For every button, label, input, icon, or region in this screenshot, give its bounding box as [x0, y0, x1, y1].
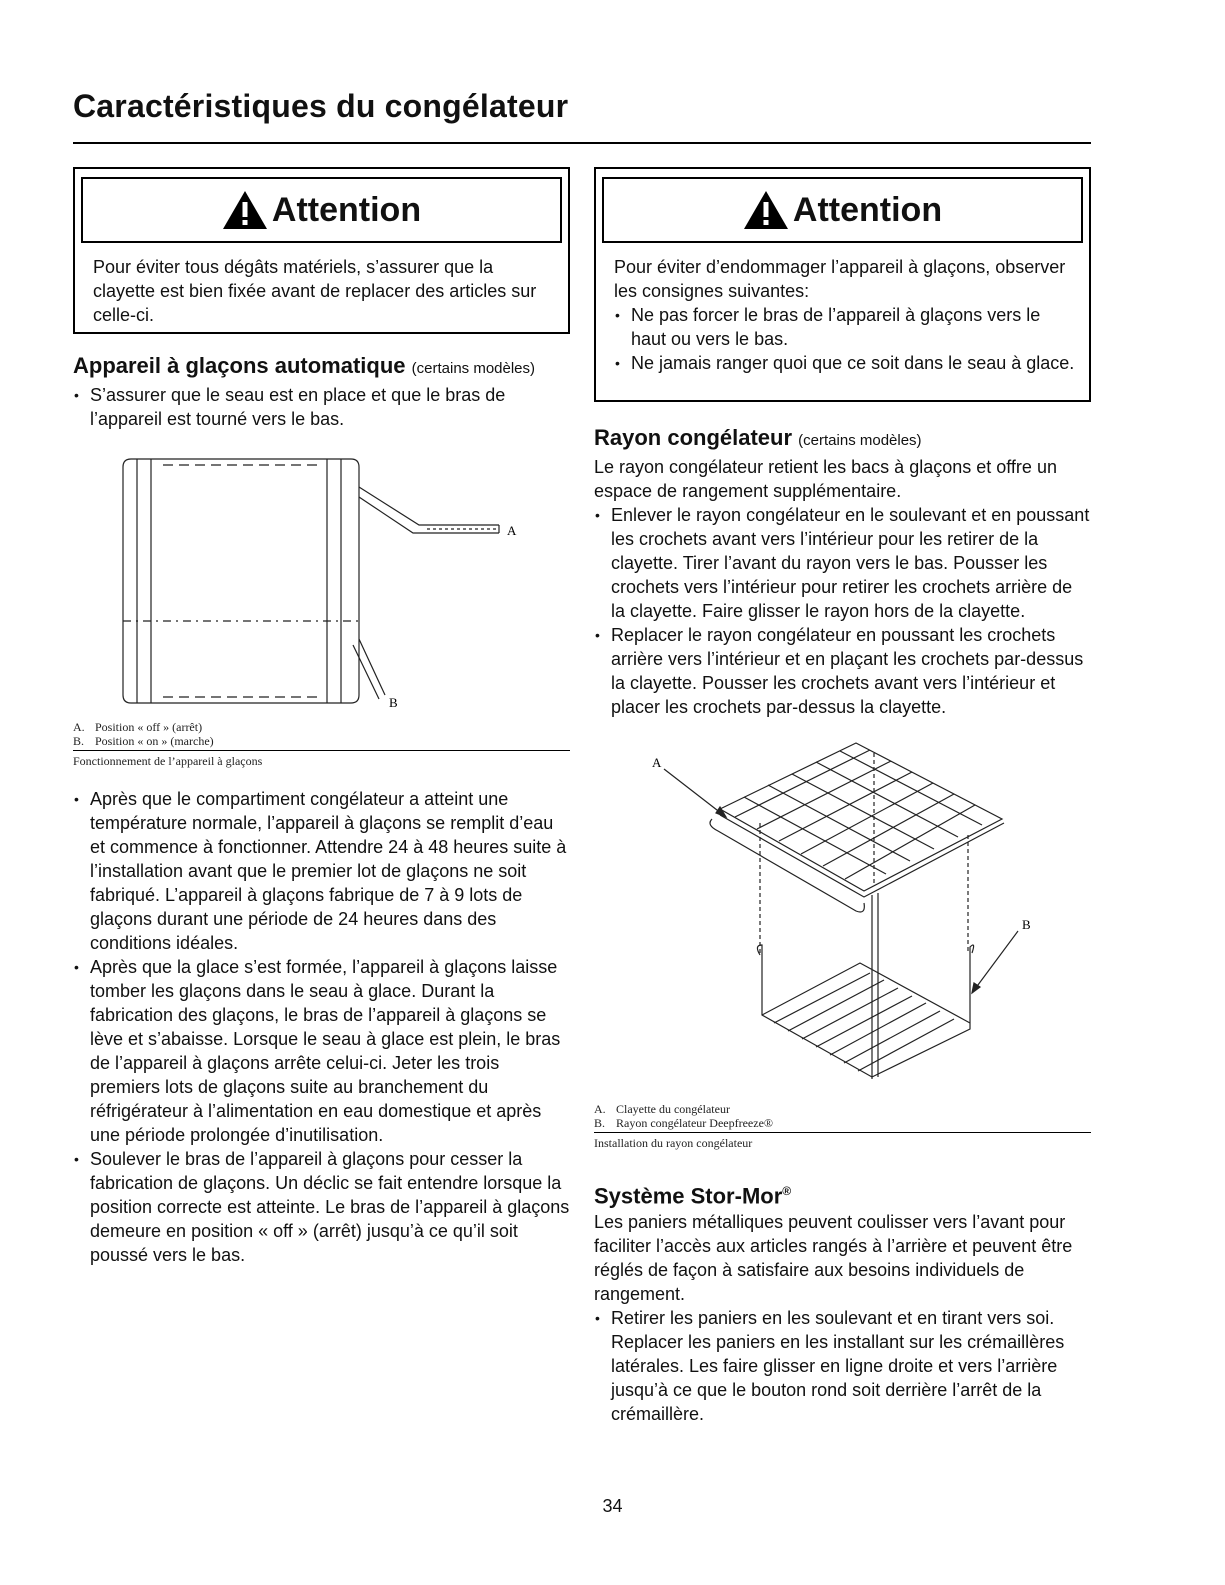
list-item: • Retirer les paniers en les soulevant et en tirant vers soi. Replacer les paniers en les installant sur les crémaillères latérales. Les faire glisser en ligne droite et vers l’arrière jusqu’à ce que le bouton rond soit derrière l’arrêt de la crémaillère. — [594, 1306, 1091, 1426]
stormor-intro: Les paniers métalliques peuvent coulisser vers l’avant pour faciliter l’accès aux articles rangés à l’arrière et peuvent être réglés de façon à satisfaire aux besoins individuels de rangement. — [594, 1212, 1073, 1305]
stormor-bullets — [594, 1306, 1091, 1426]
caption-key: A. — [594, 1102, 606, 1116]
figure-label-b: B — [389, 695, 398, 710]
page-number: 34 — [602, 1496, 623, 1516]
warning-header — [81, 177, 562, 243]
warning-text: Pour éviter tous dégâts matériels, s’assurer que la clayette est bien fixée avant de replacer des articles sur celle-ci. — [93, 257, 537, 325]
left-column — [73, 167, 570, 1267]
caption-text: Rayon congélateur Deepfreeze® — [616, 1116, 774, 1130]
figure-label-b: B — [1022, 917, 1031, 932]
figure-caption-b — [594, 1116, 1091, 1130]
caption-text: Clayette du congélateur — [616, 1102, 730, 1116]
warning-triangle-icon — [222, 190, 268, 230]
list-item: • Enlever le rayon congélateur en le soulevant et en poussant les crochets avant vers l’intérieur pour les retirer de la clayette. Tirer l’avant du rayon vers le bas. Pousser les crochets vers l’intérieur pour retirer les crochets arrière de la clayette. Faire glisser le rayon hors de la clayette. — [594, 503, 1091, 623]
rayon-bullets — [594, 503, 1091, 719]
icemaker-figure — [73, 449, 570, 769]
icemaker-diagram — [73, 449, 570, 737]
list-item: • Après que la glace s’est formée, l’appareil à glaçons laisse tomber les glaçons dans le seau à glace. Durant la fabrication des glaçons, le bras de l’appareil à glaçons se lève et s’abaisse. Lorsque le seau à glace est plein, le bras de l’appareil à glaçons arrête celui-ci. Jeter les trois premiers lots de glaçons suite au branchement du réfrigérateur à l’alimentation en eau domestique et après une période prolongée d’inutilisation. — [73, 955, 570, 1147]
caption-text: Position « off » (arrêt) — [95, 720, 203, 734]
rayon-diagram — [594, 733, 1091, 1099]
warning-box-shelf — [73, 167, 570, 334]
caption-divider — [594, 1132, 1091, 1133]
list-item: • S’assurer que le seau est en place et que le bras de l’appareil est tourné vers le bas. — [73, 383, 570, 431]
heading-mark: ® — [782, 1184, 792, 1198]
warning-intro: Pour éviter d’endommager l’appareil à glaçons, observer les consignes suivantes: — [614, 257, 1066, 301]
warning-box-icemaker — [594, 167, 1091, 402]
list-item: • Soulever le bras de l’appareil à glaçons pour cesser la fabrication de glaçons. Un déclic se fait entendre lorsque la position correcte est atteinte. Le bras de l’appareil à glaçons demeure en position « off » (arrêt) jusqu’à ce qu’il soit poussé vers le bas. — [73, 1147, 570, 1267]
warning-list — [614, 303, 1077, 375]
caption-divider — [73, 750, 570, 751]
warning-header — [602, 177, 1083, 243]
warning-triangle-icon — [743, 190, 789, 230]
caption-key: B. — [594, 1116, 606, 1130]
title-divider — [73, 142, 1091, 144]
figure-label-a: A — [652, 755, 662, 770]
warning-label: Attention — [271, 190, 422, 229]
list-item: • Ne jamais ranger quoi que ce soit dans le seau à glace. — [614, 351, 1077, 375]
figure-title: Installation du rayon congélateur — [594, 1136, 753, 1150]
list-item: • Après que le compartiment congélateur a atteint une température normale, l’appareil à glaçons se remplit d’eau et commence à fonctionner. Attendre 24 à 48 heures suite à l’installation avant que le premier lot de glaçons ne soit fabriqué. L’appareil à glaçons fabrique de 7 à 9 lots de glaçons durant une période de 24 heures dans des conditions idéales. — [73, 787, 570, 955]
heading-note: (certains modèles) — [411, 360, 536, 377]
caption-key: A. — [73, 720, 85, 734]
section-heading-icemaker — [73, 352, 570, 383]
caption-text: Position « on » (marche) — [95, 734, 214, 748]
heading-text: Rayon congélateur — [594, 425, 793, 450]
list-item: • Ne pas forcer le bras de l’appareil à glaçons vers le haut ou vers le bas. — [614, 303, 1077, 351]
heading-text: Appareil à glaçons automatique — [73, 353, 406, 378]
figure-label-a: A — [507, 523, 517, 538]
right-column — [594, 167, 1091, 1426]
warning-label: Attention — [792, 190, 943, 229]
rayon-intro: Le rayon congélateur retient les bacs à glaçons et offre un espace de rangement supplémentaire. — [594, 457, 1057, 501]
list-item: • Replacer le rayon congélateur en poussant les crochets arrière vers l’intérieur et en plaçant les crochets par-dessus la clayette. Pousser les crochets avant vers l’intérieur et placer les crochets par-dessus la clayette. — [594, 623, 1091, 719]
figure-title: Fonctionnement de l’appareil à glaçons — [73, 754, 263, 768]
rayon-figure — [594, 733, 1091, 1151]
caption-key: B. — [73, 734, 85, 748]
icemaker-intro-list — [73, 383, 570, 431]
section-heading-rayon — [594, 424, 1091, 455]
heading-note: (certains modèles) — [798, 432, 922, 449]
icemaker-bullets — [73, 787, 570, 1267]
page-title: Caractéristiques du congélateur — [73, 88, 569, 124]
figure-caption-a — [594, 1102, 1091, 1116]
section-heading-stormor — [594, 1177, 1091, 1210]
heading-text: Système Stor-Mor — [594, 1183, 783, 1209]
